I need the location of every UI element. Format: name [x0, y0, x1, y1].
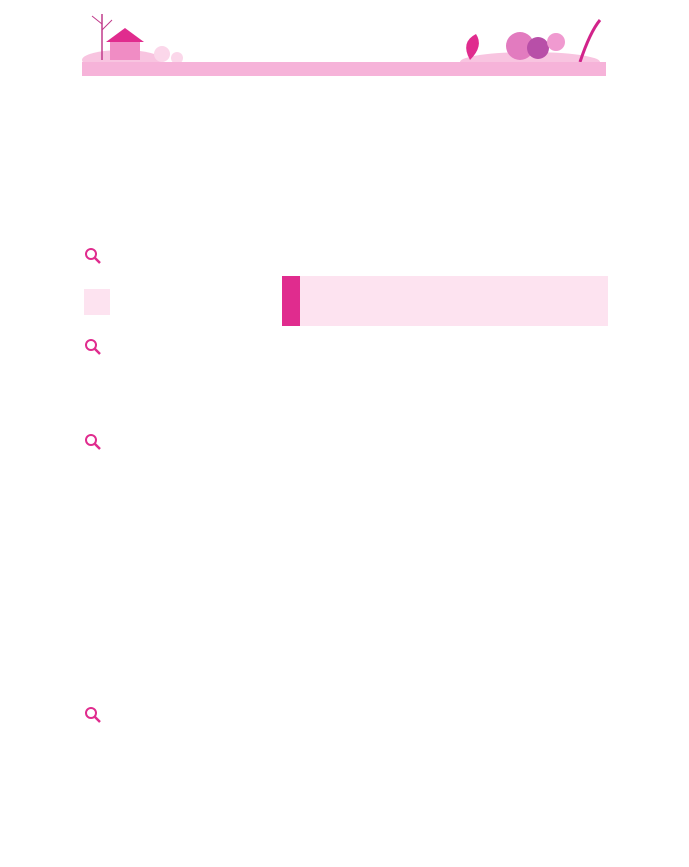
- magnifier-icon: [84, 247, 102, 265]
- magnifier-icon: [84, 706, 102, 724]
- section-jinyi: [84, 706, 104, 724]
- header-house-decoration: [82, 10, 212, 70]
- example-tag: [282, 276, 300, 326]
- magnifier-icon: [84, 338, 102, 356]
- section-ciyu: [84, 433, 104, 451]
- header-band: [82, 62, 606, 76]
- duoyin-char: [84, 289, 110, 315]
- section-duoyin: [84, 247, 104, 265]
- magnifier-icon: [84, 433, 102, 451]
- section-xingjin: [84, 338, 104, 356]
- example-box: [300, 276, 608, 326]
